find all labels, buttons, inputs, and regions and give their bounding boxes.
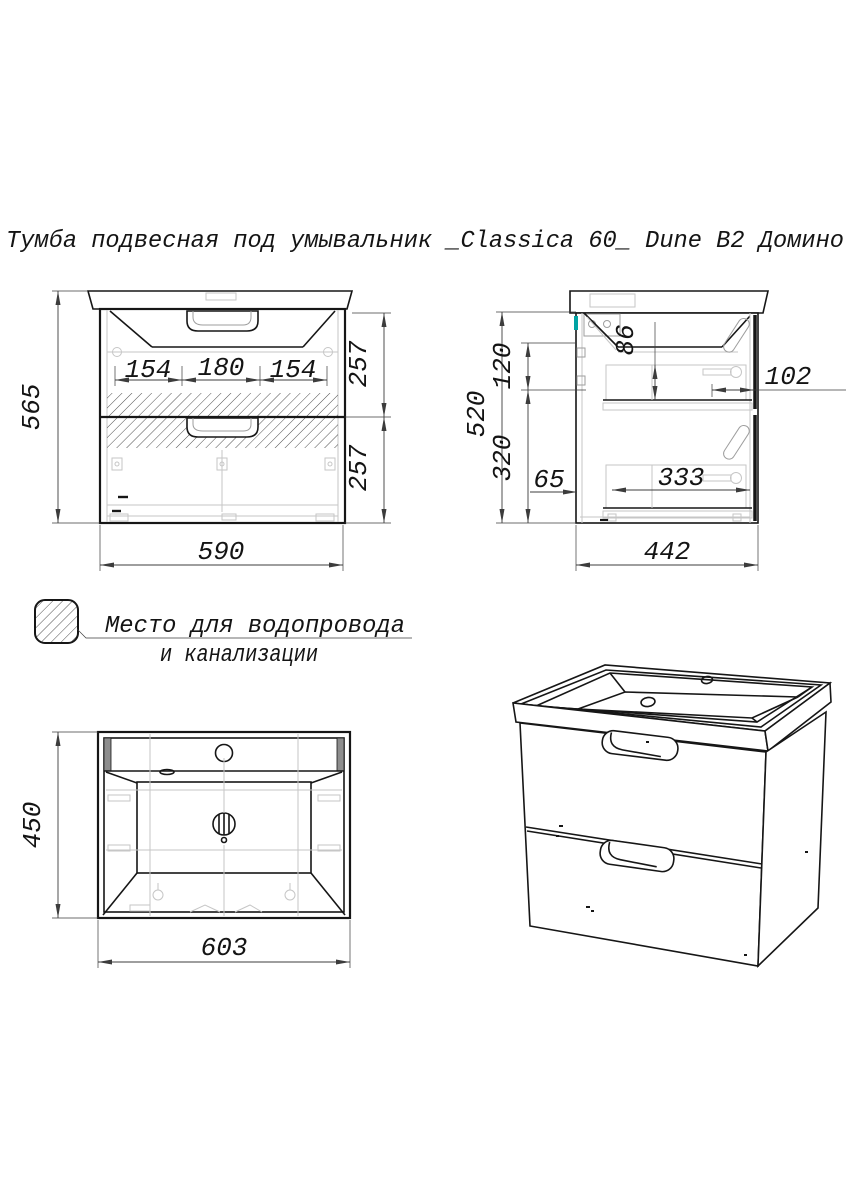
dim-front-drawer-upper: 257: [344, 340, 374, 388]
dim-front-gap-right: 154: [269, 355, 317, 385]
top-view: [18, 732, 350, 968]
dim-front-height: 565: [17, 383, 47, 431]
front-upper-handle: [187, 311, 258, 331]
dim-front-width: 590: [197, 537, 245, 567]
front-dim-drawers: [344, 313, 391, 523]
front-view: [17, 291, 391, 571]
dim-front-gap-center: 180: [197, 353, 245, 383]
dim-side-top-inset: 102: [764, 362, 812, 392]
dim-side-slide-length: 333: [657, 463, 705, 493]
legend: [35, 600, 412, 669]
legend-text-line2: и канализации: [160, 642, 318, 669]
dim-front-gap-left: 154: [124, 355, 172, 385]
p3d-cabinet-side: [758, 712, 826, 966]
side-accent-mark: [574, 316, 578, 330]
legend-hatch-swatch: [35, 600, 78, 643]
page-title: Тумба подвесная под умывальник _Classica 60_ Dune B2 Домино: [6, 228, 844, 255]
perspective-view: [513, 665, 831, 966]
top-dim-width: [98, 920, 350, 968]
dim-side-lower-height: 320: [488, 434, 518, 482]
side-dim-depth: [576, 525, 758, 571]
dim-side-drawer-inner: 86: [611, 324, 641, 356]
side-view: [462, 291, 846, 571]
side-dim-verticals: [488, 343, 586, 523]
dim-top-width: 603: [200, 933, 248, 963]
dim-top-depth: 450: [18, 801, 48, 849]
top-dim-depth: [18, 732, 98, 918]
dim-side-mount-offset: 120: [488, 342, 518, 390]
front-dim-width: [100, 525, 343, 571]
legend-text-line1: Место для водопровода: [105, 613, 405, 640]
dim-front-drawer-lower: 257: [344, 444, 374, 492]
dim-side-height: 520: [462, 390, 492, 438]
dim-side-depth: 442: [643, 537, 691, 567]
front-dim-height: [17, 291, 100, 523]
dim-side-back-offset: 65: [533, 465, 565, 495]
front-lower-handle: [187, 418, 258, 437]
front-dim-spacings: [115, 353, 327, 386]
